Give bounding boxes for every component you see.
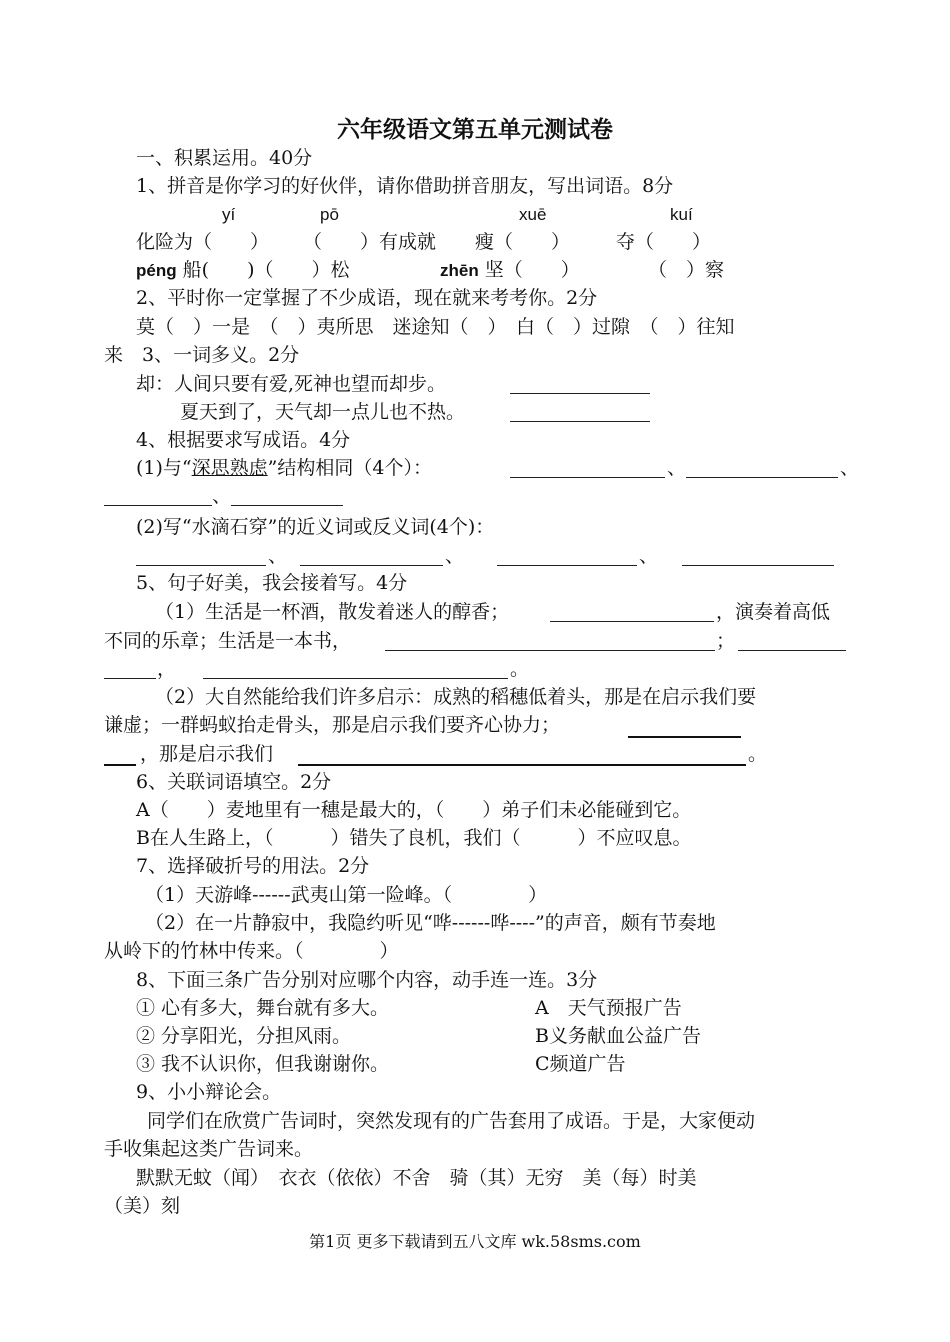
- q2-line-1: 莫（ ）一是 （ ）夷所思 迷途知（ ） 白（ ）过隙 （ ）往知: [136, 316, 735, 338]
- separator: 、: [212, 485, 232, 507]
- q4-p1-word: 深思熟虑: [191, 457, 268, 479]
- q1-item-5: 船( )（ ）松: [182, 259, 350, 281]
- q9-para-2: 手收集起这类广告词来。: [104, 1138, 314, 1160]
- q4-part-2: (2)写“水滴石穿”的近义词或反义词(4个)：: [136, 516, 495, 538]
- pinyin-3: xuē: [519, 205, 547, 224]
- q4-part-1: [136, 456, 432, 480]
- q5-line-6a: ，那是启示我们: [140, 743, 274, 765]
- answer-blank[interactable]: [510, 421, 650, 422]
- answer-blank[interactable]: [104, 505, 212, 506]
- q7-item-2-cont: 从岭下的竹林中传来。（ ）: [104, 940, 399, 962]
- q8-left-2: ② 分享阳光，分担风雨。: [136, 1025, 352, 1047]
- q9-examples: 默默无蚊（闻） 衣衣（依依）不舍 骑（其）无穷 美（每）时美: [136, 1167, 697, 1189]
- pinyin-2: pō: [320, 205, 339, 224]
- answer-blank[interactable]: [510, 393, 650, 394]
- q8-right-b: B义务献血公益广告: [535, 1025, 701, 1047]
- answer-blank[interactable]: [686, 477, 838, 478]
- q7-item-2: （2）在一片静寂中，我隐约听见“哗------哗----”的声音，颇有节奏地: [145, 912, 716, 934]
- pinyin-4: kuí: [670, 205, 693, 224]
- q1-item-4: 夺（ ）: [616, 231, 712, 253]
- answer-blank[interactable]: [550, 621, 714, 622]
- answer-blank[interactable]: [104, 678, 156, 679]
- q3-sentence-2: 夏天到了，天气却一点儿也不热。: [180, 401, 466, 423]
- pinyin-6: zhēn: [440, 261, 479, 280]
- answer-blank[interactable]: [628, 736, 741, 738]
- q8-left-1: ① 心有多大，舞台就有多大。: [136, 997, 390, 1019]
- answer-blank[interactable]: [738, 650, 846, 651]
- answer-blank[interactable]: [385, 650, 715, 651]
- q9-stem: 9、小小辩论会。: [136, 1081, 282, 1103]
- answer-blank[interactable]: [298, 764, 746, 766]
- q1-item-6: 坚（ ）: [484, 259, 580, 281]
- q5-line-1a: （1）生活是一杯酒，散发着迷人的醇香；: [155, 601, 510, 623]
- q8-left-3: ③ 我不认识你，但我谢谢你。: [136, 1053, 390, 1075]
- q5-line-3b: 。: [510, 658, 530, 680]
- answer-blank[interactable]: [231, 505, 343, 506]
- separator: 、: [667, 457, 687, 479]
- page-footer: 第1页 更多下载请到五八文库 wk.58sms.com: [309, 1232, 641, 1251]
- q1-item-1: 化险为（ ）: [136, 231, 270, 253]
- q5-line-2b: ；: [716, 630, 736, 652]
- q4-p1-suffix: ”结构相同（4个）：: [267, 457, 432, 479]
- q1-row2-b: [440, 258, 580, 283]
- answer-blank[interactable]: [497, 565, 637, 566]
- q8-stem: 8、下面三条广告分别对应哪个内容，动手连一连。3分: [136, 969, 598, 991]
- separator: 、: [639, 545, 659, 567]
- q6-stem: 6、关联词语填空。2分: [136, 771, 332, 793]
- answer-blank[interactable]: [104, 764, 136, 766]
- q1-item-2: （ ）有成就: [303, 231, 437, 253]
- q5-line-1b: ，演奏着高低: [716, 601, 831, 623]
- q1-row2-a: [136, 258, 349, 283]
- q1-stem: 1、拼音是你学习的好伙伴，请你借助拼音朋友，写出词语。8分: [136, 175, 674, 197]
- pinyin-5: péng: [136, 261, 177, 280]
- q2-line-2: 来 3、一词多义。2分: [104, 344, 300, 366]
- q5-line-5: 谦虚；一群蚂蚁抬走骨头，那是启示我们要齐心协力；: [104, 714, 561, 736]
- answer-blank[interactable]: [510, 477, 665, 478]
- q9-examples-cont: （美）刻: [104, 1195, 181, 1217]
- section-heading: 一、积累运用。40分: [136, 147, 313, 169]
- q1-item-7: （ ）察: [648, 259, 725, 281]
- q5-line-4: （2）大自然能给我们许多启示：成熟的稻穗低着头，那是在启示我们要: [155, 686, 757, 708]
- q5-stem: 5、句子好美，我会接着写。4分: [136, 572, 408, 594]
- pinyin-1: yí: [222, 205, 236, 224]
- q8-right-a: A 天气预报广告: [535, 997, 682, 1019]
- answer-blank[interactable]: [203, 678, 508, 679]
- q4-p1-prefix: (1)与“: [136, 457, 192, 479]
- page-title: 六年级语文第五单元测试卷: [337, 116, 613, 143]
- q8-right-c: C频道广告: [535, 1053, 626, 1075]
- q5-line-3a: ，: [157, 658, 177, 680]
- q2-stem: 2、平时你一定掌握了不少成语，现在就来考考你。2分: [136, 287, 598, 309]
- q6-item-b: B在人生路上，（ ）错失了良机，我们（ ）不应叹息。: [136, 827, 692, 849]
- q1-item-3: 瘦（ ）: [475, 231, 571, 253]
- separator: 、: [445, 545, 465, 567]
- q6-item-a: A（ ）麦地里有一穗是最大的，（ ）弟子们未必能碰到它。: [136, 799, 692, 821]
- answer-blank[interactable]: [300, 565, 443, 566]
- q7-stem: 7、选择破折号的用法。2分: [136, 855, 370, 877]
- q5-line-6b: 。: [748, 743, 768, 765]
- q5-line-2a: 不同的乐章；生活是一本书，: [104, 630, 352, 652]
- q9-para-1: 同学们在欣赏广告词时，突然发现有的广告套用了成语。于是，大家便动: [147, 1110, 756, 1132]
- answer-blank[interactable]: [136, 565, 266, 566]
- separator: 、: [840, 457, 860, 479]
- q4-stem: 4、根据要求写成语。4分: [136, 429, 351, 451]
- separator: 、: [268, 545, 288, 567]
- q3-sentence-1: 却：人间只要有爱,死神也望而却步。: [136, 373, 447, 395]
- q7-item-1: （1）天游峰------武夷山第一险峰。（ ）: [145, 884, 548, 906]
- answer-blank[interactable]: [682, 565, 834, 566]
